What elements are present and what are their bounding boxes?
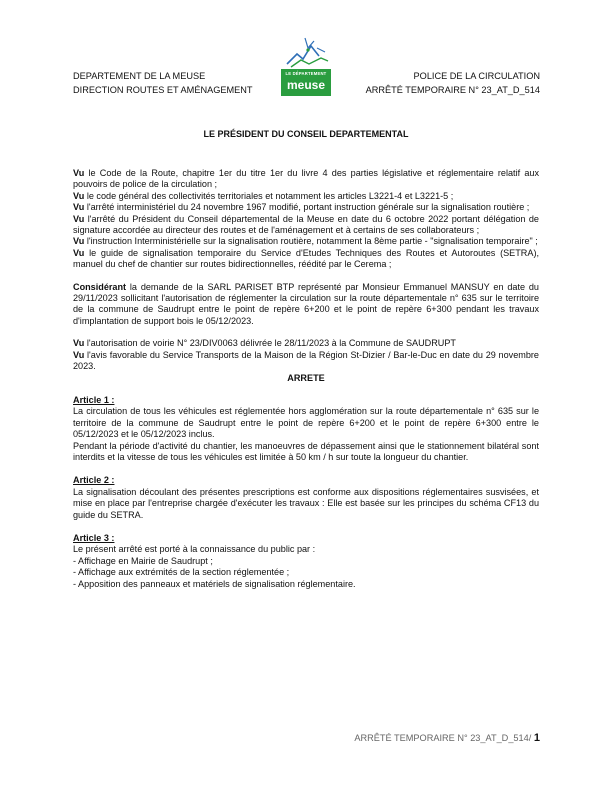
article-heading: Article 2 : <box>73 475 115 486</box>
logo-wordmark: meuse <box>286 78 326 92</box>
direction-name: DIRECTION ROUTES ET AMÉNAGEMENT <box>73 85 253 95</box>
police-title: POLICE DE LA CIRCULATION <box>413 71 540 81</box>
article-list-item: - Affichage aux extrémités de la section réglementée ; <box>73 567 290 578</box>
visa-paragraph: Vu le Code de la Route, chapitre 1er du titre 1er du livre 4 des parties législative et réglementaire relatif aux pouvoirs de police de la circulation ; <box>73 168 539 190</box>
article-heading: Article 3 : <box>73 532 115 543</box>
footer-reference: ARRÊTÉ TEMPORAIRE N° 23_AT_D_514/ <box>354 733 534 743</box>
visa-paragraph: Vu l'avis favorable du Service Transports de la Maison de la Région St-Dizier / Bar-le-Duc en date du 29 novembre 2023. <box>73 349 539 372</box>
considerant-paragraph: Considérant la demande de la SARL PARISET BTP représenté par Monsieur Emmanuel MANSUY en date du 29/11/2023 sollicitant l'autorisation de réglementer la circulation sur la route départementale n° 635 sur le territoire de la commune de Saudrupt entre le point de repère 6+200 et le point de repère 6+300 pendant les travaux d'implantation de support bois le 05/12/2023. <box>73 281 539 326</box>
header-right <box>366 69 540 97</box>
document-title: LE PRÉSIDENT DU CONSEIL DEPARTEMENTAL <box>203 129 409 139</box>
article-list-item: - Affichage en Mairie de Saudrupt ; <box>73 555 213 566</box>
logo-emblem-icon <box>281 34 331 70</box>
article-list-item: - Apposition des panneaux et matériels de signalisation réglementaire. <box>73 578 356 589</box>
visa-paragraph: Vu l'arrêté du Président du Conseil départemental de la Meuse en date du 6 octobre 2022 portant délégation de signature accordée au directeur des routes et de l'aménagement et à certains de ses collaborateurs ; <box>73 213 539 236</box>
article-heading: Article 1 : <box>73 394 115 405</box>
page-number: 1 <box>533 732 540 744</box>
article-paragraph: Le présent arrêté est porté à la connaissance du public par : <box>73 544 316 555</box>
visa-paragraph: Vu le code général des collectivités territoriales et notamment les articles L3221-4 et L3221-5 ; <box>73 190 454 201</box>
document-body <box>73 168 539 590</box>
arrete-heading: ARRETE <box>287 372 325 383</box>
meuse-logo <box>281 34 331 96</box>
visa-paragraph: Vu le guide de signalisation temporaire du Service d'Etudes Techniques des Routes et Autoroutes (SETRA), manuel du chef de chantier sur routes bidirectionnelles, réédité par le Cerema ; <box>73 247 539 270</box>
article-paragraph: Pendant la période d'activité du chantier, les manoeuvres de dépassement ainsi que le stationnement bilatéral sont interdits et la vitesse de tous les véhicules est limitée à 50 km / h sur toute la longueur du chantier. <box>73 440 539 462</box>
visa-paragraph: Vu l'arrêté interministériel du 24 novembre 1967 modifié, portant instruction générale sur la signalisation routière ; <box>73 202 530 213</box>
department-name: DEPARTEMENT DE LA MEUSE <box>73 71 206 81</box>
article-paragraph: La signalisation découlant des présentes prescriptions est conforme aux dispositions réglementaires susvisées, et mise en place par l'entreprise chargée d'exécuter les travaux : Elle est basée sur les principes du schéma CF13 du guide du SETRA. <box>73 486 539 520</box>
arrete-reference: ARRÊTÉ TEMPORAIRE N° 23_AT_D_514 <box>365 85 540 95</box>
visa-paragraph: Vu l'autorisation de voirie N° 23/DIV0063 délivrée le 28/11/2023 à la Commune de SAUDRUPT <box>73 338 456 349</box>
header-left <box>73 69 253 97</box>
page-footer <box>354 732 540 744</box>
logo-subtitle: LE DÉPARTEMENT <box>285 71 327 76</box>
article-paragraph: La circulation de tous les véhicules est réglementée hors agglomération sur la route départementale n° 635 sur le territoire de la commune de Saudrupt entre le point de repère 6+200 et le point de repère 6+300 entre le 05/12/2023 et le 05/12/2023 inclus. <box>73 406 539 440</box>
visa-paragraph: Vu l'instruction Interministérielle sur la signalisation routière, notamment la 8ème partie - "signalisation temporaire" ; <box>73 236 538 247</box>
